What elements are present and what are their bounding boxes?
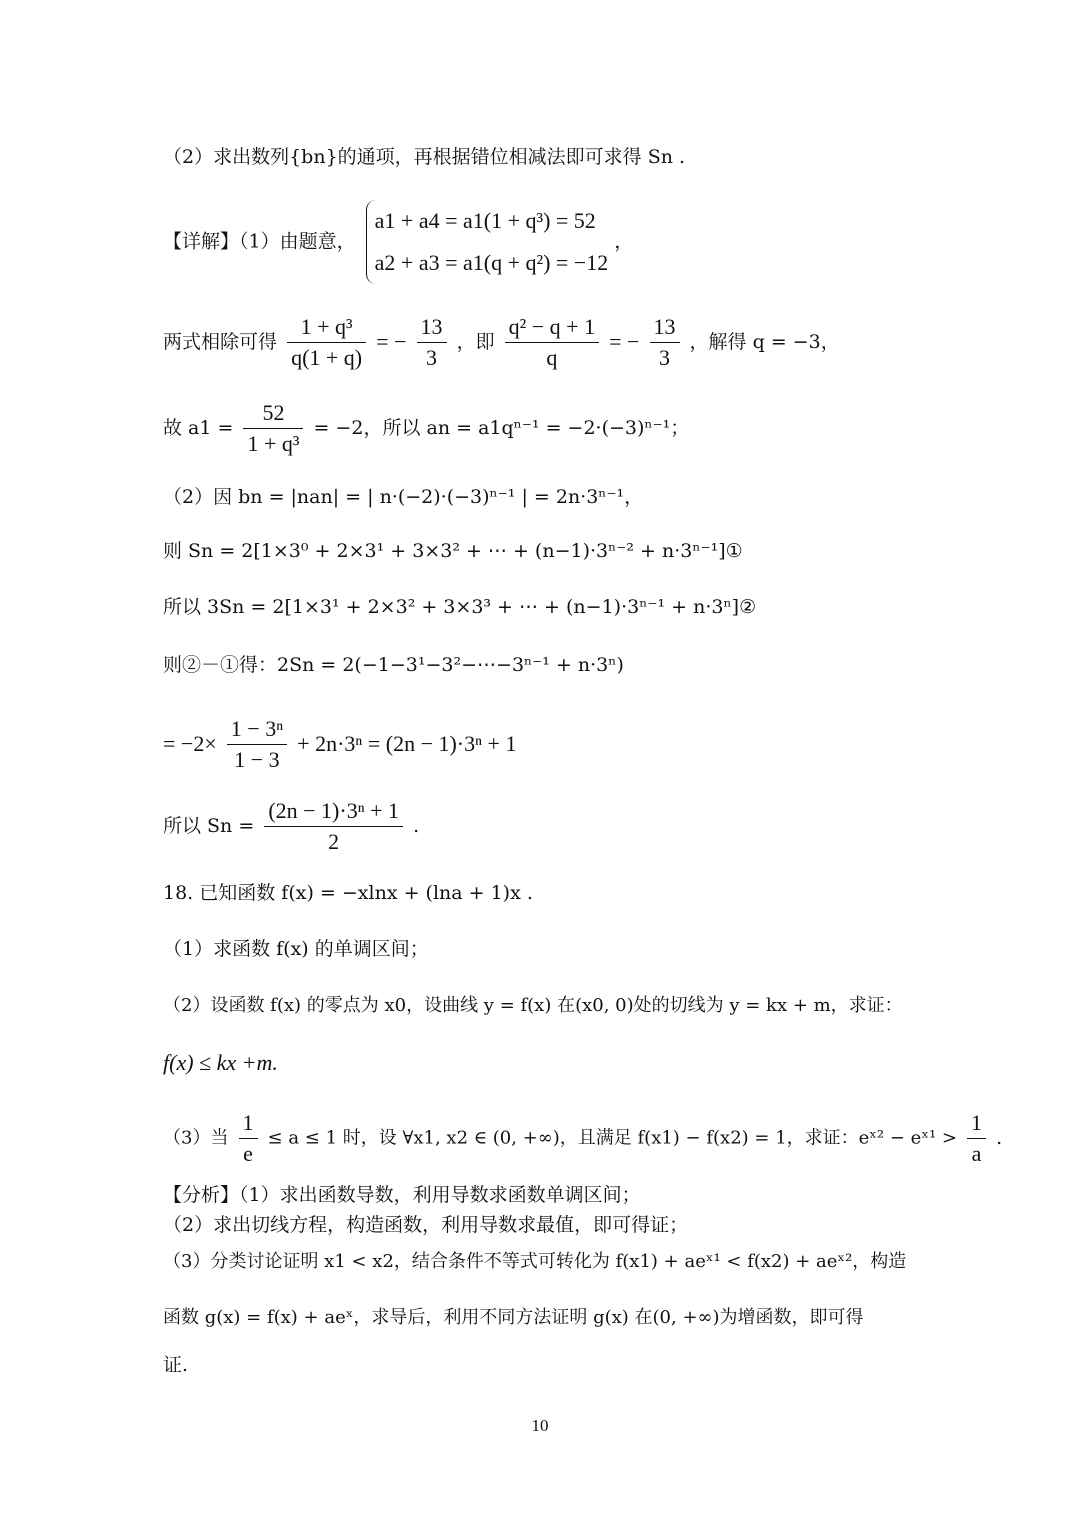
equation-system	[366, 200, 609, 284]
line-text: （1）求函数 f(x) 的单调区间；	[163, 938, 429, 960]
fraction	[417, 312, 447, 372]
text-line	[163, 994, 903, 1017]
line-text: = −2，所以 an = a1qⁿ⁻¹ = −2·(−3)ⁿ⁻¹；	[313, 416, 690, 439]
text-line	[163, 1306, 864, 1329]
numerator: (2n − 1)·3ⁿ + 1	[264, 796, 403, 827]
numerator: 1	[967, 1108, 986, 1139]
denominator: q(1 + q)	[291, 344, 363, 370]
line-text: 证.	[163, 1354, 189, 1376]
fraction	[243, 398, 303, 458]
line-text: 则 Sn = 2[1×3⁰ + 2×3¹ + 3×3² + ⋯ + (n−1)·3ⁿ⁻² + n·3ⁿ⁻¹]①	[163, 540, 743, 562]
fraction	[505, 312, 599, 372]
text-line	[163, 596, 756, 619]
numerator: q² − q + 1	[505, 312, 599, 343]
text-line	[163, 1050, 278, 1076]
numerator: 13	[650, 312, 680, 343]
denominator: q	[546, 344, 558, 370]
line-text: 两式相除可得	[163, 330, 278, 353]
fraction	[967, 1108, 986, 1168]
fraction	[650, 312, 680, 372]
line-text: 故 a1 =	[163, 416, 234, 439]
denominator: a	[971, 1140, 982, 1166]
text-line	[163, 1354, 188, 1377]
denominator: 2	[328, 828, 340, 854]
equals-sign: = −	[609, 328, 640, 354]
page-number: 10	[531, 1416, 549, 1435]
line-text: （2）设函数 f(x) 的零点为 x0，设曲线 y = f(x) 在(x0, 0)处的切线为 y = kx + m，求证：	[163, 995, 903, 1016]
numerator: 13	[417, 312, 447, 343]
line-text: ≤ a ≤ 1 时，设 ∀x1, x2 ∈ (0, +∞)，且满足 f(x1) − f(x2) = 1，求证：eˣ² − eˣ¹ >	[267, 1127, 957, 1149]
text-line	[163, 486, 643, 509]
fraction	[239, 1108, 258, 1168]
denominator: 3	[426, 344, 438, 370]
denominator: 1 − 3	[234, 746, 280, 772]
text-line	[163, 938, 429, 961]
line-text: f(x) ≤ kx +m.	[163, 1050, 278, 1075]
denominator: e	[243, 1140, 253, 1166]
line-text: 18. 已知函数 f(x) = −xlnx + (lna + 1)x .	[163, 882, 533, 904]
equals-sign: = −	[376, 328, 407, 354]
line-text: （3）分类讨论证明 x1 < x2，结合条件不等式可转化为 f(x1) + aeˣ¹ < f(x2) + aeˣ²，构造	[163, 1251, 907, 1272]
text-line	[163, 1214, 688, 1237]
numerator: 52	[243, 398, 303, 429]
fraction-line	[163, 714, 516, 774]
text-line	[163, 1184, 641, 1207]
line-text: （2）求出切线方程，构造函数，利用导数求最值，即可得证；	[163, 1214, 689, 1236]
text-line	[163, 1250, 906, 1273]
line-text: = −2×	[163, 730, 217, 756]
line-text: 函数 g(x) = f(x) + aeˣ，求导后，利用不同方法证明 g(x) 在(0, +∞)为增函数，即可得	[163, 1307, 864, 1328]
line-text: 所以 3Sn = 2[1×3¹ + 2×3² + 3×3³ + ⋯ + (n−1)·3ⁿ⁻¹ + n·3ⁿ]②	[163, 596, 757, 618]
line-text: （2）因 bn = |nan| = | n·(−2)·(−3)ⁿ⁻¹ | = 2n·3ⁿ⁻¹，	[163, 486, 644, 508]
denominator: 1 + q³	[247, 430, 300, 456]
text-line	[163, 146, 685, 169]
fraction-line	[163, 312, 840, 372]
fraction	[264, 796, 403, 856]
line-text: 所以 Sn =	[163, 814, 255, 837]
text-line	[163, 540, 743, 563]
text-line	[163, 654, 624, 677]
problem-heading	[163, 882, 533, 905]
line-text: ，	[614, 230, 634, 253]
numerator: 1 + q³	[287, 312, 366, 343]
fraction-line	[163, 398, 689, 458]
equation-system-line	[163, 200, 633, 284]
equation: a1 + a4 = a1(1 + q³) = 52	[374, 208, 596, 233]
line-text: （3）当	[163, 1127, 229, 1149]
equation: a2 + a3 = a1(q + q²) = −12	[374, 249, 609, 275]
line-text: .	[413, 814, 420, 837]
denominator: 3	[659, 344, 670, 370]
line-text: ，即	[456, 330, 495, 353]
line-text: 则②－①得：2Sn = 2(−1−3¹−3²−⋯−3ⁿ⁻¹ + n·3ⁿ)	[163, 654, 624, 676]
line-text: 【分析】（1）求出函数导数，利用导数求函数单调区间；	[163, 1184, 641, 1206]
fraction-line	[163, 796, 419, 856]
line-text: 【详解】（1）由题意，	[163, 230, 356, 253]
line-text: + 2n·3ⁿ = (2n − 1)·3ⁿ + 1	[297, 730, 517, 756]
line-text: ，解得 q = −3，	[689, 330, 840, 353]
numerator: 1	[239, 1108, 258, 1139]
numerator: 1 − 3ⁿ	[227, 714, 287, 745]
line-text: .	[996, 1126, 1003, 1149]
fraction	[227, 714, 287, 774]
line-text: （2）求出数列{bn}的通项，再根据错位相减法即可求得 Sn .	[163, 146, 686, 168]
fraction-line	[163, 1108, 1002, 1168]
fraction	[287, 312, 366, 372]
